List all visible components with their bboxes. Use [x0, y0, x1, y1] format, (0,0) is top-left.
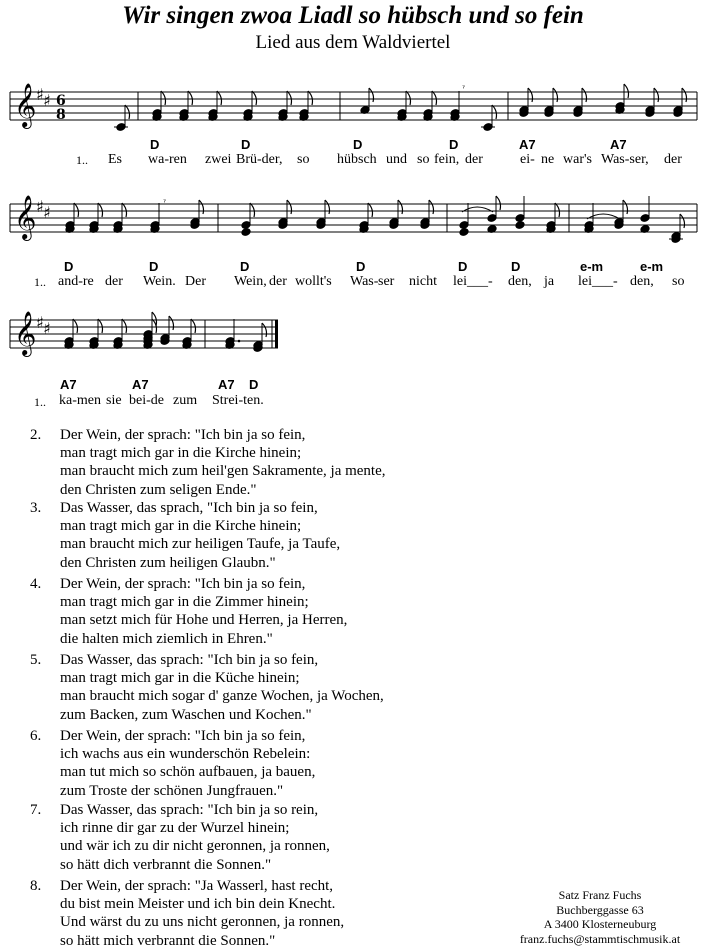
lyric: so — [672, 274, 685, 289]
verse-line: den Christen zum heiligen Glaubn." — [60, 554, 276, 571]
note-flag — [582, 88, 587, 102]
note-flag — [555, 203, 560, 217]
credit-line: Satz Franz Fuchs — [558, 888, 642, 902]
verse-number: 1.. — [34, 395, 46, 409]
chord: A7 — [610, 137, 627, 152]
note-flag — [188, 91, 193, 105]
verse-line: und wär ich zu dir nicht geronnen, ja ronnen, — [60, 838, 330, 855]
verse-number: 5. — [30, 652, 42, 668]
verse-line: Der Wein, der sprach: "Ich bin ja so fein, — [60, 427, 306, 443]
note-flag — [429, 200, 434, 214]
song-title: Wir singen zwoa Liadl so hübsch und so fein — [122, 2, 584, 29]
lyric: Es — [108, 152, 122, 167]
lyric: ka-men — [59, 393, 101, 408]
note-flag — [369, 88, 374, 102]
chord: e-m — [580, 259, 604, 274]
verse-line: Der Wein, der sprach: "Ja Wasserl, hast recht, — [60, 878, 334, 894]
verse-line: so hätt mich verbrannt die Sonnen." — [60, 932, 276, 949]
treble-clef-icon: 𝄞 — [14, 311, 37, 355]
note-head — [241, 228, 251, 237]
lyric: hübsch — [337, 152, 377, 167]
sharp-icon: ♯ — [43, 91, 51, 110]
verse-line: Das Wasser, das sprach: "Ich bin ja so rein, — [60, 802, 319, 818]
verse-line: zum Troste der schönen Jungfrauen." — [60, 782, 284, 799]
time-signature-bottom: 8 — [56, 107, 66, 123]
note-flag — [398, 200, 403, 214]
note-flag — [432, 91, 437, 105]
lyric: zwei — [205, 152, 232, 167]
note-flag — [287, 200, 292, 214]
note-flag — [217, 91, 222, 105]
chord: A7 — [60, 377, 77, 392]
verse-number: 1.. — [34, 275, 46, 289]
notes-system-3 — [64, 312, 267, 352]
note-flag — [624, 84, 629, 98]
chord: D — [449, 137, 459, 152]
note-flag — [125, 105, 130, 119]
lyric: ja — [544, 274, 555, 289]
note-flag — [250, 203, 255, 217]
verse-line: die halten mich ziemlich in Ehren." — [60, 630, 273, 647]
lyric: der — [664, 152, 682, 167]
lyric: ser — [378, 274, 395, 289]
verse-line: zum Backen, zum Waschen und Kochen." — [60, 706, 312, 723]
lyric: wa-ren — [148, 152, 187, 167]
note-flag — [252, 91, 257, 105]
chord: D — [64, 259, 74, 274]
note-flag — [199, 200, 204, 214]
lyric: den, — [508, 274, 532, 289]
chord: D — [240, 259, 250, 274]
chord: D — [353, 137, 363, 152]
lyric: nicht — [409, 274, 437, 289]
verse-line: man tragt mich gar in die Küche hinein; — [60, 670, 300, 687]
note-flag — [152, 319, 157, 333]
verse-line: man tragt mich gar in die Zimmer hinein; — [60, 594, 309, 611]
chord: e-m — [640, 259, 664, 274]
svg-text:ˀ: ˀ — [462, 84, 465, 93]
lyric: Was-ser, — [601, 152, 649, 167]
chord: D — [511, 259, 521, 274]
lyric: der — [269, 274, 287, 289]
lyric: lei___- — [578, 274, 618, 289]
verse-line: Und wärst du zu uns nicht geronnen, ja ronnen, — [60, 914, 345, 931]
verse-line: ich rinne dir gar zu der Wurzel hinein; — [60, 820, 290, 837]
verse-number: 6. — [30, 728, 42, 744]
chord: D — [150, 137, 160, 152]
verse-line: man braucht mich zur heiligen Taufe, ja Taufe, — [60, 536, 341, 553]
notes-system-2 — [65, 196, 685, 243]
note-flag — [308, 91, 313, 105]
note-flag — [98, 319, 103, 333]
verse-line: so hätt dich verbrannt die Sonnen." — [60, 856, 272, 873]
verse-number: 2. — [30, 427, 42, 443]
note-flag — [98, 203, 103, 217]
verse-number: 7. — [30, 802, 42, 818]
verse-number: 3. — [30, 500, 42, 516]
music-system-3 — [0, 300, 706, 415]
note-flag — [262, 323, 267, 337]
sharp-icon: ♯ — [36, 85, 44, 104]
lyric: Was- — [350, 274, 379, 289]
lyric: and-re — [58, 274, 94, 289]
svg-text:ˀ: ˀ — [163, 198, 166, 207]
chord: A7 — [218, 377, 235, 392]
chord: A7 — [519, 137, 536, 152]
lyric: war's — [563, 152, 592, 167]
chord: D — [356, 259, 366, 274]
verse-line: den Christen zum seligen Ende." — [60, 481, 257, 498]
note-flag — [368, 203, 373, 217]
note-flag — [654, 88, 659, 102]
note-flag — [406, 91, 411, 105]
lyric: Wein, — [234, 274, 267, 289]
chord: A7 — [132, 377, 149, 392]
sharp-icon: ♯ — [36, 197, 44, 216]
note-flag — [287, 91, 292, 105]
chord: D — [458, 259, 468, 274]
verse-line: man setzt mich für Hohe und Herren, ja Herren, — [60, 612, 348, 629]
verse-line: du bist mein Meister und ich bin dein Knecht. — [60, 896, 336, 913]
verse-line: man tut mich so schön aufbauen, ja bauen, — [60, 764, 316, 781]
note-flag — [623, 200, 628, 214]
note-head — [459, 228, 469, 237]
verse-line: man braucht mich sogar d' ganze Wochen, ja Wochen, — [60, 688, 384, 705]
note-dot — [238, 340, 241, 343]
note-flag — [492, 105, 497, 119]
lyric: der — [105, 274, 123, 289]
note-flag — [682, 88, 687, 102]
sharp-icon: ♯ — [43, 203, 51, 222]
lyric: den, — [630, 274, 654, 289]
verse-line: man tragt mich gar in die Kirche hinein; — [60, 518, 302, 535]
credit-line: Buchberggasse 63 — [556, 902, 644, 917]
verse-line: Der Wein, der sprach: "Ich bin ja so fein, — [60, 728, 306, 744]
sharp-icon: ♯ — [36, 313, 44, 332]
note-flag — [122, 319, 127, 333]
note-flag — [528, 88, 533, 102]
note-flag — [161, 91, 166, 105]
treble-clef-icon: 𝄞 — [14, 83, 37, 127]
verse-line: man braucht mich zum heil'gen Sakramente, ja mente, — [60, 463, 386, 480]
sharp-icon: ♯ — [43, 319, 51, 338]
note-flag — [169, 316, 174, 330]
music-system-2 — [0, 175, 706, 300]
lyric: so — [417, 152, 430, 167]
arranger-credits — [500, 888, 700, 946]
lyric: ne — [541, 152, 555, 167]
note-flag — [680, 214, 685, 228]
song-subtitle: Lied aus dem Waldviertel — [255, 32, 451, 53]
note-flag — [553, 88, 558, 102]
chord: D — [149, 259, 159, 274]
lyric: lei___- — [453, 274, 493, 289]
music-system-1 — [0, 0, 706, 175]
lyric: sie — [106, 393, 122, 408]
lyric: zum — [173, 393, 198, 408]
verse-line: man tragt mich gar in die Kirche hinein; — [60, 445, 302, 462]
verse-line: ich wachs aus ein wunderschön Rebelein: — [60, 746, 311, 763]
note-flag — [325, 200, 330, 214]
treble-clef-icon: 𝄞 — [14, 195, 37, 239]
verse-number: 8. — [30, 878, 42, 894]
verse-line: Das Wasser, das sprach, "Ich bin ja so fein, — [60, 500, 318, 516]
verse-number: 1.. — [76, 153, 88, 167]
notes-system-1 — [114, 84, 687, 131]
lyric: so — [297, 152, 310, 167]
time-signature-top: 6 — [56, 93, 66, 109]
verse-line: Der Wein, der sprach: "Ich bin ja so fein, — [60, 576, 306, 592]
credit-email[interactable]: franz.fuchs@stammtischmusik.at — [519, 931, 681, 946]
lyric: fein, — [434, 152, 460, 167]
note-flag — [191, 319, 196, 333]
note-head — [515, 221, 525, 230]
verse-number: 4. — [30, 576, 42, 592]
lyric: der — [465, 152, 483, 167]
chord: D — [249, 377, 259, 392]
verse-line: Das Wasser, das sprach: "Ich bin ja so fein, — [60, 652, 319, 668]
note-flag — [74, 203, 79, 217]
chord: D — [241, 137, 251, 152]
lyric: Strei-ten. — [212, 393, 264, 408]
lyric: wollt's — [295, 274, 332, 289]
note-flag — [122, 203, 127, 217]
lyric: Brü-der, — [236, 152, 283, 167]
lyric: ei- — [520, 152, 535, 167]
lyric: Wein. — [143, 274, 176, 289]
lyric: und — [386, 152, 407, 167]
lyric: Der — [185, 274, 206, 289]
note-flag — [496, 196, 501, 210]
note-flag — [73, 319, 78, 333]
credit-line: A 3400 Klosterneuburg — [543, 917, 657, 931]
lyric: bei-de — [129, 393, 164, 408]
